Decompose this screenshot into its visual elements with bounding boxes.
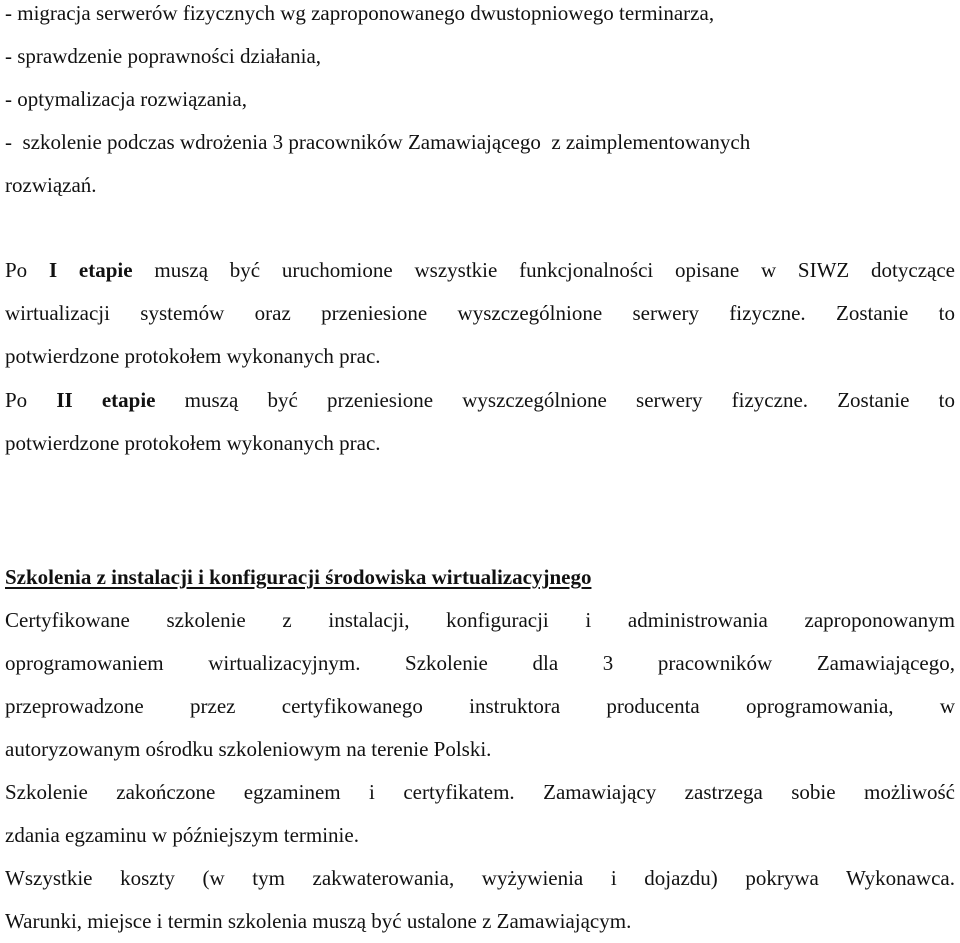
training-section (5, 556, 955, 943)
paragraph-line (5, 249, 955, 292)
paragraph-line: autoryzowanym ośrodku szkoleniowym na terenie Polski. (5, 737, 492, 761)
bullet-item: - szkolenie podczas wdrożenia 3 pracowników Zamawiającego z zaimplementowanych (5, 130, 751, 154)
paragraph-line (5, 379, 955, 422)
paragraph-line: potwierdzone protokołem wykonanych prac. (5, 431, 381, 455)
section-heading: Szkolenia z instalacji i konfiguracji środowiska wirtualizacyjnego (5, 565, 592, 589)
stage-1-paragraph (5, 249, 955, 378)
paragraph-line: Wszystkie koszty (w tym zakwaterowania, wyżywienia i dojazdu) pokrywa Wykonawca. (5, 866, 955, 890)
bullet-item: - sprawdzenie poprawności działania, (5, 44, 322, 68)
stage-2-paragraph (5, 379, 955, 465)
paragraph-line: potwierdzone protokołem wykonanych prac. (5, 344, 381, 368)
stage-2-label: II etapie (56, 388, 156, 412)
text-span: muszą być przeniesione wyszczególnione serwery fizyczne. Zostanie to (155, 388, 955, 412)
bullet-item-continuation: rozwiązań. (5, 173, 97, 197)
bullet-list (5, 0, 955, 207)
text-span: Po (5, 258, 49, 282)
bullet-item: - optymalizacja rozwiązania, (5, 87, 247, 111)
paragraph-line: zdania egzaminu w późniejszym terminie. (5, 823, 359, 847)
stage-1-label: I etapie (48, 258, 133, 282)
paragraph-line: wirtualizacji systemów oraz przeniesione wyszczególnione serwery fizyczne. Zostanie to (5, 301, 955, 325)
text-span: Po (5, 388, 57, 412)
bullet-item: - migracja serwerów fizycznych wg zaproponowanego dwustopniowego terminarza, (5, 1, 715, 25)
text-span: muszą być uruchomione wszystkie funkcjonalności opisane w SIWZ dotyczące (132, 258, 955, 282)
paragraph-line: przeprowadzone przez certyfikowanego instruktora producenta oprogramowania, w (5, 694, 955, 718)
paragraph-line: Szkolenie zakończone egzaminem i certyfikatem. Zamawiający zastrzega sobie możliwość (5, 780, 955, 804)
paragraph-line: oprogramowaniem wirtualizacyjnym. Szkolenie dla 3 pracowników Zamawiającego, (5, 651, 955, 675)
paragraph-line: Certyfikowane szkolenie z instalacji, konfiguracji i administrowania zaproponowanym (5, 608, 955, 632)
paragraph-line: Warunki, miejsce i termin szkolenia muszą być ustalone z Zamawiającym. (5, 909, 632, 933)
